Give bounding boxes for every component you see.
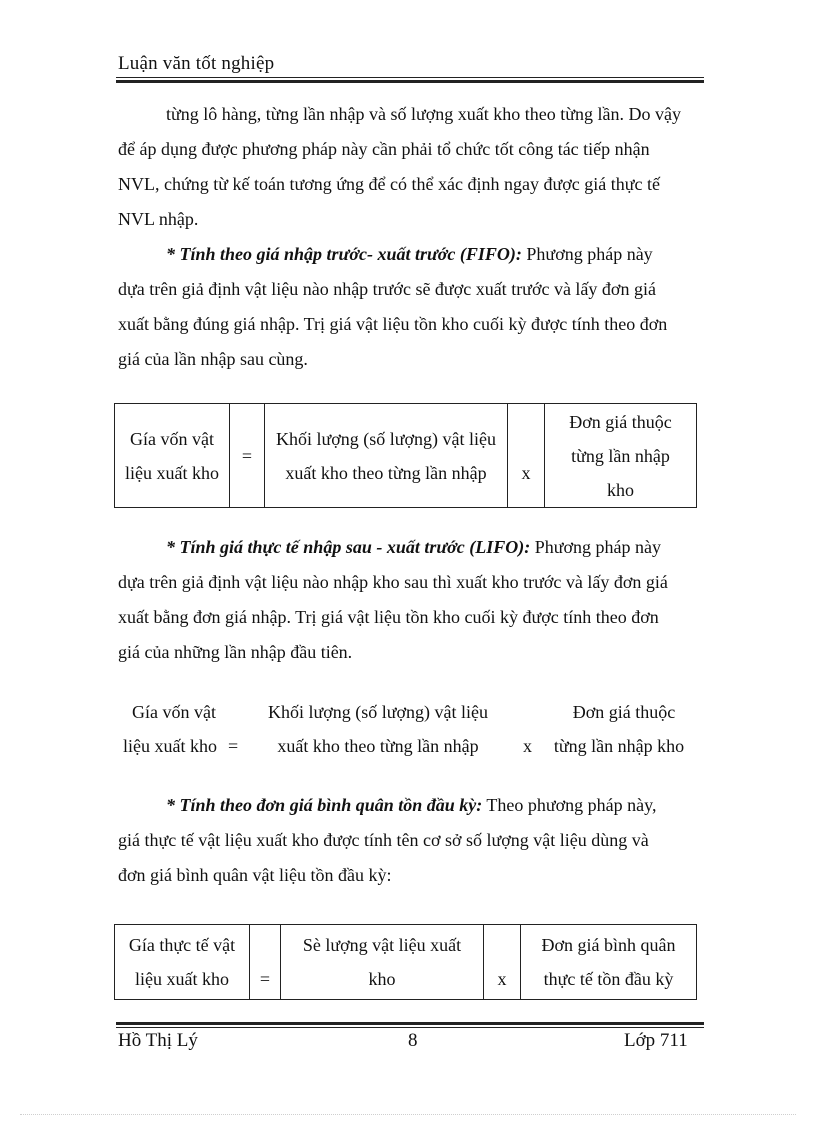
formula-text: Sè lượng vật liệu xuất <box>302 935 462 955</box>
fifo-line: xuất bằng đúng giá nhập. Trị giá vật liệu tồn kho cuối kỳ được tính theo đơn <box>118 314 668 334</box>
formula-text: thực tế tồn đầu kỳ <box>543 969 674 989</box>
lifo-first-line <box>118 530 700 565</box>
fifo-line: dựa trên giả định vật liệu nào nhập trước sẽ được xuất trước và lấy đơn giá <box>118 279 656 299</box>
page-bottom-edge <box>20 1114 796 1115</box>
fifo-formula-table <box>114 403 697 508</box>
lifo-formula-times: x <box>523 736 532 756</box>
formula-text: Đơn giá bình quân <box>541 935 676 955</box>
avg-formula-middle <box>281 925 484 1000</box>
intro-line: để áp dụng được phương pháp này cần phải tổ chức tốt công tác tiếp nhận <box>118 139 650 159</box>
formula-text: liệu xuất kho <box>135 969 229 989</box>
fifo-formula-right <box>545 404 697 508</box>
fifo-formula-equals: = <box>230 404 265 508</box>
formula-text: liệu xuất kho <box>125 462 219 483</box>
footer-page-number: 8 <box>408 1030 418 1051</box>
lifo-line: giá của những lần nhập đầu tiên. <box>118 642 353 662</box>
lifo-formula-mid-2: xuất kho theo từng lần nhập <box>277 736 479 756</box>
lifo-text: Phương pháp này <box>530 537 662 557</box>
lifo-formula-right-1: Đơn giá thuộc <box>572 702 676 722</box>
intro-line: NVL, chứng từ kế toán tương ứng để có thể xác định ngay được giá thực tế <box>118 174 660 194</box>
footer-rule-thick <box>116 1022 704 1025</box>
avg-formula-right <box>521 925 697 1000</box>
avg-formula-equals: = <box>250 925 281 1000</box>
lifo-formula-equals: = <box>228 736 239 756</box>
avg-first-line <box>118 788 700 823</box>
page-header-title: Luận văn tốt nghiệp <box>118 53 275 74</box>
lifo-line: dựa trên giả định vật liệu nào nhập kho sau thì xuất kho trước và lấy đơn giá <box>118 572 668 592</box>
fifo-line: giá của lần nhập sau cùng. <box>118 349 308 369</box>
avg-formula-left <box>115 925 250 1000</box>
formula-text: kho <box>368 969 396 989</box>
lifo-formula-right-2: từng lần nhập kho <box>553 736 685 756</box>
formula-text: xuất kho theo từng lần nhập <box>285 462 487 483</box>
fifo-text: Phương pháp này <box>521 244 653 264</box>
avg-line: giá thực tế vật liệu xuất kho được tính tên cơ sở số lượng vật liệu dùng và <box>118 830 649 850</box>
fifo-first-line <box>118 237 700 272</box>
avg-text: Theo phương pháp này, <box>482 795 657 815</box>
lifo-formula-left-2: liệu xuất kho <box>123 736 217 756</box>
footer-author: Hồ Thị Lý <box>118 1030 198 1051</box>
fifo-formula-times: x <box>508 404 545 508</box>
header-rule-thick <box>116 80 704 83</box>
formula-text: kho <box>607 479 634 500</box>
lifo-formula-mid-1: Khối lượng (số lượng) vật liệu <box>267 702 489 722</box>
footer-rule-thin <box>116 1027 704 1028</box>
header-rule-thin <box>116 77 704 78</box>
fifo-formula-left <box>115 404 230 508</box>
intro-line: từng lô hàng, từng lần nhập và số lượng xuất kho theo từng lần. Do vậy <box>166 104 681 124</box>
formula-text: Gía vốn vật <box>130 428 214 449</box>
formula-text: Khối lượng (số lượng) vật liệu <box>275 428 497 449</box>
avg-formula-table <box>114 924 697 1000</box>
fifo-heading: * Tính theo giá nhập trước- xuất trước (FIFO): <box>166 244 522 264</box>
intro-line: NVL nhập. <box>118 209 199 229</box>
lifo-formula-left-1: Gía vốn vật <box>132 702 216 722</box>
lifo-line: xuất bằng đơn giá nhập. Trị giá vật liệu tồn kho cuối kỳ được tính theo đơn <box>118 607 659 627</box>
avg-line: đơn giá bình quân vật liệu tồn đầu kỳ: <box>118 865 392 885</box>
lifo-paragraph <box>118 530 700 670</box>
fifo-paragraph <box>118 237 700 377</box>
formula-text: từng lần nhập <box>571 445 670 466</box>
lifo-heading: * Tính giá thực tế nhập sau - xuất trước (LIFO): <box>166 537 531 557</box>
intro-paragraph <box>118 97 700 237</box>
footer-class: Lớp 711 <box>624 1030 688 1051</box>
avg-formula-times: x <box>484 925 521 1000</box>
formula-text: Gía thực tế vật <box>128 935 236 955</box>
avg-heading: * Tính theo đơn giá bình quân tồn đầu kỳ: <box>166 795 483 815</box>
formula-text: Đơn giá thuộc <box>569 411 672 432</box>
avg-paragraph <box>118 788 700 893</box>
fifo-formula-middle <box>265 404 508 508</box>
